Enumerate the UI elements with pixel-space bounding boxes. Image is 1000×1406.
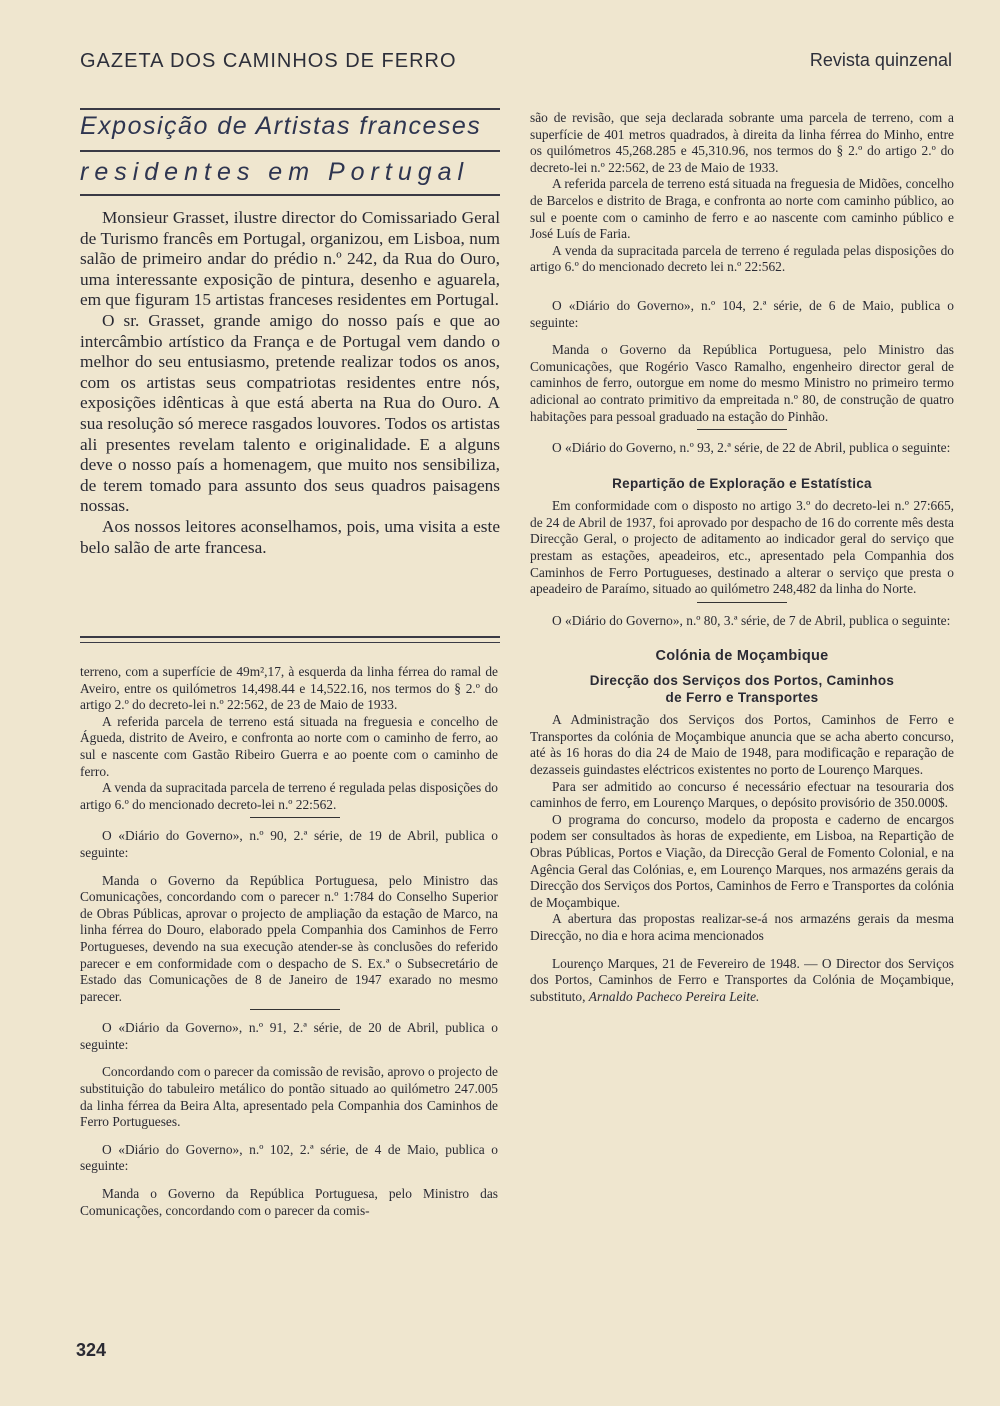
paragraph: O «Diário do Governo», n.º 80, 3.ª série, de 7 de Abril, publica o seguinte: xyxy=(552,612,951,628)
paragraph: O «Diário do Governo», n.º 102, 2.ª série, de 4 de Maio, publica o seguinte: xyxy=(80,1141,498,1174)
paragraph: O «Diário da Governo», n.º 91, 2.ª série, de 20 de Abril, publica o seguinte: xyxy=(80,1020,498,1052)
separator xyxy=(697,602,787,603)
subsection-heading: de Ferro e Transportes xyxy=(665,689,819,705)
paragraph: O «Diário do Governo, n.º 93, 2.ª série, de 22 de Abril, publica o seguinte: xyxy=(552,440,951,456)
paragraph: Manda o Governo da República Portuguesa, pelo Ministro das Comunicações, concordando com o parecer n.º 1:784 do Conselho Superior de Obras Públicas, aprovar o projecto de ampliação da estação de Marco, na linha férrea do Douro, elaborado ppela Companhia dos Caminhos de Ferro Portugueses, devendo na sua execução atender-se às conclusões do referido parecer e em conformidade com o despacho de S. Ex.ª o Subsecretário de Estado das Comunicações de 8 de Janeiro de 1947 exarado no mesmo parecer. xyxy=(80,872,498,1004)
masthead-title: GAZETA DOS CAMINHOS DE FERRO xyxy=(80,50,457,72)
signature-name: Arnaldo Pacheco Pereira Leite. xyxy=(588,988,760,1004)
paragraph: A venda da supracitada parcela de terreno é regulada pelas disposições do artigo 6.º do mencionado decreto-lei n.º 22:562. xyxy=(80,780,498,812)
paragraph: Manda o Governo da República Portuguesa, pelo Ministro das Comunicações, concordando com o parecer da comis- xyxy=(80,1186,498,1218)
masthead-subtitle: Revista quinzenal xyxy=(809,50,952,70)
article-title-line2: residentes em Portugal xyxy=(80,158,470,186)
paragraph: A referida parcela de terreno está situada na freguesia e concelho de Águeda, distrito de Aveiro, e confronta ao norte com o caminho de ferro, ao sul e nascente com Gastão Ribeiro Guerra e ao poente com o caminho de ferro. xyxy=(80,713,498,779)
signature-paragraph xyxy=(530,956,954,1006)
right-column xyxy=(530,110,954,1005)
paragraph: terreno, com a superfície de 49m²,17, à esquerda da linha férrea do ramal de Aveiro, entre os quilómetros 14,498.44 e 14,522.16, nos termos do § 2.º do artigo 2.º do decreto-lei n.º 22:562, de 23 de Maio de 1933. xyxy=(80,664,498,713)
paragraph: Em conformidade com o disposto no artigo 3.º do decreto-lei n.º 27:665, de 24 de Abril de 1937, foi aprovado por despacho de 16 do corrente mês desta Direcção Geral, o projecto de aditamento ao indicador geral do serviço que prestam as estações, apeadeiros, etc., apresentado pela Companhia dos Caminhos de Ferro Portugueses, destinado a alterar o serviço que presta o apeadeiro de Paraímo, situado ao quilómetro 248,482 da linha do Norte. xyxy=(530,498,954,597)
section-heading: Colónia de Moçambique xyxy=(655,648,829,665)
subsection-heading: Direcção dos Serviços dos Portos, Caminhos xyxy=(589,673,895,689)
paragraph: A referida parcela de terreno está situada na freguesia de Midões, concelho de Barcelos e distrito de Braga, e confronta ao norte com caminho público, ao sul e poente com o caminho de ferro e ao nascente com caminho público e José Luís de Faria. xyxy=(530,176,954,242)
paragraph: A abertura das propostas realizar-se-á nos armazéns gerais da mesma Direcção, no dia e hora acima mencionados xyxy=(530,911,954,943)
paragraph: O «Diário do Governo», n.º 104, 2.ª série, de 6 de Maio, publica o seguinte: xyxy=(530,297,954,330)
paragraph: O «Diário do Governo», n.º 90, 2.ª série, de 19 de Abril, publica o seguinte: xyxy=(80,828,498,860)
paragraph: A Administração dos Serviços dos Portos, Caminhos de Ferro e Transportes da colónia de Moçambique anuncia que se acha aberto concurso, até às 16 horas do dia 24 de Maio de 1948, para modificação e reparação de dezasseis guindastes eléctricos existentes no porto de Lourenço Marques. xyxy=(530,712,954,777)
article-paragraph: Monsieur Grasset, ilustre director do Comissariado Geral de Turismo francês em Portugal, organizou, em Lisboa, num salão de primeiro andar do prédio n.º 242, da Rua do Ouro, uma interessante exposição de pintura, desenho e aguarela, em que figuram 15 artistas franceses residentes em Portugal. xyxy=(80,208,500,310)
article-paragraph: O sr. Grasset, grande amigo do nosso país e que ao intercâmbio artístico da França e de Portugal vem dando o melhor do seu entusiasmo, pretende realizar todos os anos, com os artistas seus compatriotas residentes entre nós, exposições idênticas à que está aberta na Rua do Ouro. A sua resolução só merece rasgados louvores. Todos os artistas ali presentes revelam talento e originalidade. E a alguns deve o nosso país a homenagem, que muito nos sensibiliza, de terem tomado para assunto dos seus quadros paisagens nossas. xyxy=(80,310,500,516)
section-double-rule-top xyxy=(80,636,500,638)
title-rule-middle xyxy=(80,150,500,152)
paragraph: Manda o Governo da República Portuguesa, pelo Ministro das Comunicações, que Rogério Vasco Ramalho, engenheiro director geral de caminhos de ferro, outorgue em nome do mesmo Ministro no primeiro termo adicional ao contrato primitivo da empreitada n.º 80, de construção de quatro habitações para pessoal graduado na estação do Pinhão. xyxy=(530,342,954,424)
page-number: 324 xyxy=(76,1340,107,1360)
section-heading: Repartição de Exploração e Estatística xyxy=(612,475,872,491)
paragraph: são de revisão, que seja declarada sobrante uma parcela de terreno, com a superfície de 401 metros quadrados, à direita da linha férrea do Minho, entre os quilómetros 45,268.285 e 45,310.96, nos termos do § 2.º do artigo 2.º do decreto-lei n.º 22:562, de 23 de Maio de 1933. xyxy=(530,110,954,175)
paragraph: O programa do concurso, modelo da proposta e caderno de encargos podem ser consultados às horas de expediente, em Lisboa, na Repartição de Obras Públicas, Portos e Viação, da Direcção Geral de Fomento Colonial, e na Agência Geral das Colónias, e, em Lourenço Marques, nos armazéns gerais da Direcção dos Serviços dos Portos, Caminhos de Ferro e Transportes da colónia de Moçambique. xyxy=(530,811,954,910)
left-column xyxy=(80,664,498,1219)
separator xyxy=(250,1009,340,1010)
signature-text: Lourenço Marques, 21 de Fevereiro de 1948. — O Director dos Serviços dos Portos, Caminhos de Ferro e Transportes da Colónia de Moçambique, substituto, xyxy=(530,955,954,1004)
separator xyxy=(250,817,340,818)
section-double-rule-bottom xyxy=(80,642,500,643)
separator xyxy=(697,429,787,430)
title-rule-top xyxy=(80,108,500,110)
title-rule-bottom xyxy=(80,194,500,196)
article-paragraph: Aos nossos leitores aconselhamos, pois, uma visita a este belo salão de arte francesa. xyxy=(80,516,500,557)
paragraph: Concordando com o parecer da comissão de revisão, aprovo o projecto de substituição do tabuleiro metálico do pontão situado ao quilómetro 247.005 da linha férrea da Beira Alta, apresentado pela Companhia dos Caminhos de Ferro Portugueses. xyxy=(80,1064,498,1130)
paragraph: Para ser admitido ao concurso é necessário efectuar na tesouraria dos caminhos de ferro, em Lourenço Marques, o depósito provisório de 350.000$. xyxy=(530,778,954,811)
article-title-line1: Exposição de Artistas franceses xyxy=(80,112,482,140)
article-body xyxy=(80,208,500,558)
paragraph: A venda da supracitada parcela de terreno é regulada pelas disposições do artigo 6.º do mencionado decreto lei n.º 22:562. xyxy=(530,242,954,275)
